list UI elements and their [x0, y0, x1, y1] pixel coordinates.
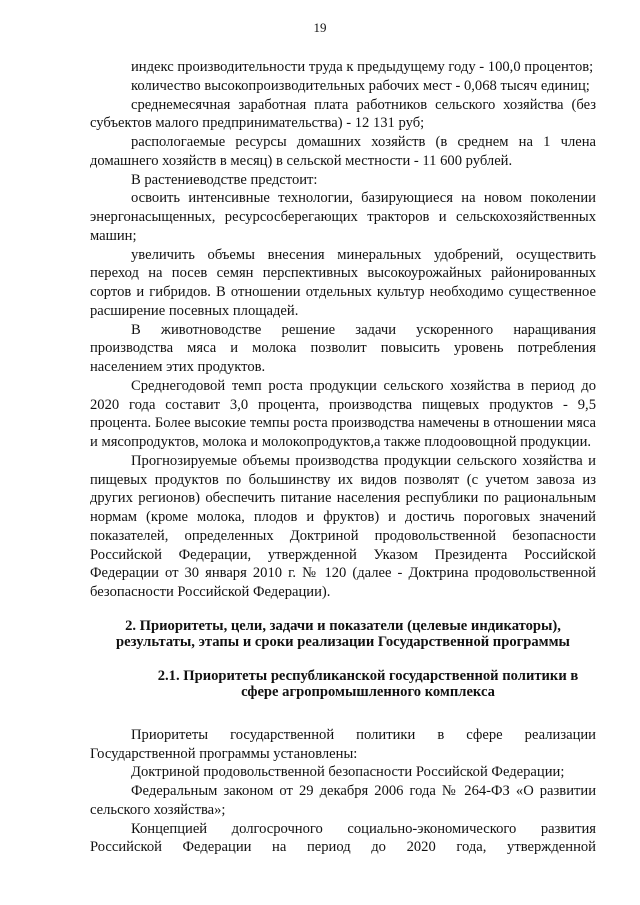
paragraph: Федеральным законом от 29 декабря 2006 года № 264-ФЗ «О развитии сельского хозяйства»; [90, 783, 596, 818]
paragraph: Доктриной продовольственной безопасности Российской Федерации; [131, 764, 565, 781]
paragraph: количество высокопроизводительных рабочих мест - 0,068 тысяч единиц; [131, 77, 590, 94]
paragraph: В животноводстве решение задачи ускоренного наращивания производства мяса и молока позволит повысить уровень потребления населением этих продуктов. [90, 321, 596, 375]
paragraph: освоить интенсивные технологии, базирующиеся на новом поколении энергонасыщенных, ресурсосберегающих тракторов и сельскохозяйственных машин; [90, 190, 596, 244]
paragraph: В растениеводстве предстоит: [131, 171, 318, 188]
paragraph: индекс производительности труда к предыдущему году - 100,0 процентов; [131, 59, 594, 75]
paragraph: Среднегодовой темп роста продукции сельского хозяйства в период до 2020 года составит 3,0 процента, производства пищевых продуктов - 9,5 процента. Более высокие темпы роста производства намечены в отношении мяса и мясопродуктов, молока и молокопродуктов,а также плодоовощной продукции. [90, 377, 596, 450]
paragraph: среднемесячная заработная плата работников сельского хозяйства (без субъектов малого предпринимательства) - 12 131 руб; [90, 96, 596, 132]
subsection-heading: 2.1. Приоритеты республиканской государственной политики в сфере агропромышленного комплекса [157, 667, 579, 701]
paragraph: увеличить объемы внесения минеральных удобрений, осуществить переход на посев семян перспективных высокоурожайных районированных сортов и гибридов. В отношении отдельных культур необходимо существенное расширение посевных площадей. [90, 246, 596, 319]
paragraph: Прогнозируемые объемы производства продукции сельского хозяйства и пищевых продуктов по большинству их видов позволят (с учетом завоза из других регионов) обеспечить питание населения республики по рациональным нормам (кроме молока, плодов и фруктов) и достичь пороговых значений показателей, определенных Доктриной продовольственной безопасности Российской Федерации, утвержденной Указом Президента Российской Федерации от 30 января 2010 г. № 120 (далее - Доктрина продовольственной безопасности Российской Федерации). [90, 452, 596, 600]
page-number: 19 [313, 20, 327, 35]
paragraph: Концепцией долгосрочного социально-экономического развития Российской Федерации на период до 2020 года, утвержденной [90, 820, 596, 856]
paragraph: Приоритеты государственной политики в сфере реализации Государственной программы установлены: [90, 726, 596, 762]
section-heading: 2. Приоритеты, цели, задачи и показатели (целевые индикаторы), результаты, этапы и сроки реализации Государственной программы [116, 617, 570, 651]
document-body [90, 58, 596, 857]
paragraph: распологаемые ресурсы домашних хозяйств (в среднем на 1 члена домашнего хозяйств в месяц) в сельской местности - 11 600 рублей. [90, 134, 596, 169]
